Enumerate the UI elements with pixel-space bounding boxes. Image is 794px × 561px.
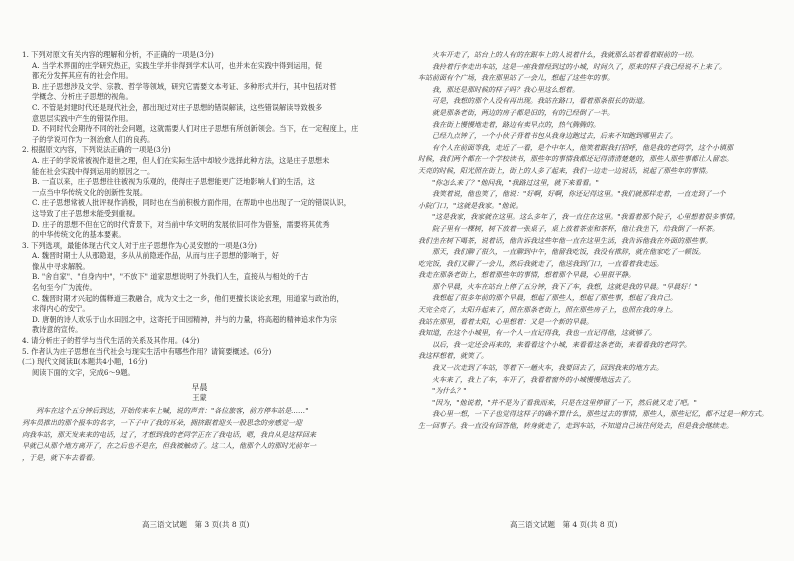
story-paragraph-line: 我在街上慢慢地走着，路边有卖早点的，热气腾腾的。: [432, 120, 600, 129]
story-paragraph-line: "这是我家，我家就在这里。这么多年了，我一直住在这里。"我看着那个院子，心里想着很多事情。: [432, 213, 740, 222]
q1-option-d-line2: 子的学说可作为一剂治愈人们的良药。: [32, 134, 155, 144]
q3-option-d-line2: 教诗意的宣传。: [32, 325, 83, 335]
story-paragraph-line: 我又一次走到了车站，等着下一趟火车，我要回去了，回到我来的地方去。: [432, 364, 663, 373]
question-2-stem: 2. 根据原文内容，下列说法正确的一项是(3分): [22, 145, 171, 155]
story-paragraph-line: 吃完饭，我们又聊了一会儿，然后我就走了，他送我到门口，一直看着我走远。: [418, 259, 663, 268]
story-paragraph-line: 院子里有一棵树，树下放着一张桌子，桌上放着茶壶和茶杯，他让我坐下，给我倒了一杯茶。: [432, 224, 719, 233]
page-footer-right: 高三语文试题 第 4 页(共 8 页): [510, 520, 618, 529]
q2-option-a-line1: A. 庄子的学说常被视作退世之理，但人们在实际生活中却较少选择此种方法，这是庄子思想未: [32, 155, 330, 165]
q2-option-b-line2: 一点当中华传统文化的创新性发展。: [32, 187, 148, 197]
story-paragraph-line: "为什么？": [432, 387, 467, 396]
q2-option-d-line1: D. 庄子的思想不但在它的时代背景下，对当前中华文明的发展依旧可作为借鉴，需要将其优秀: [32, 219, 330, 229]
q3-option-c-line2: 求得内心的安宁。: [32, 304, 90, 314]
right-page: [418, 50, 778, 550]
story-paragraph-line: 天完全亮了，太阳升起来了，照在那条老街上，照在那些房子上，也照在我的身上。: [418, 306, 677, 315]
q3-option-c-line1: C. 魏晋时期才兴起的儒释道三教融合，成为文士之一乡，他们更擅长谈论玄理，用道家与政治的，: [32, 293, 344, 303]
story-paragraph-line: 我们坐在树下喝茶，说着话，他告诉我这些年他一直在这里生活，我告诉他我在外面的那些事。: [418, 236, 712, 245]
story-paragraph-line: 那个早晨，火车在站台上停了五分钟，我下了车，我想，这就是我的早晨。"早晨好！": [432, 282, 698, 291]
story-paragraph-line: 可是，我想的那个人没有再出现。我站在路口，看着那条很长的街道。: [432, 97, 649, 106]
story-author: 王蒙: [192, 393, 207, 403]
story-paragraph-line: 小院门口，"这就是我家。"他说。: [418, 201, 523, 210]
story-paragraph-line: 就是那条老街，两边的房子都是旧的，有的已经倒了一半。: [432, 108, 614, 117]
q1-option-c-line2: 意思层实践中产生的错误作用。: [32, 113, 133, 123]
q2-option-a-line2: 能在社会实践中得到运用的原因之一。: [32, 166, 155, 176]
page-footer-left: 高三语文试题 第 3 页(共 8 页): [142, 520, 250, 529]
section-heading: (二) 现代文阅读Ⅱ(本题共4小题，16分): [22, 357, 148, 367]
story-paragraph-line: 早就已从那个地方离开了，在之后也不是在，但我被触动了。这二人，他那个人的那时光前年一: [22, 442, 316, 451]
story-paragraph-line: 我知道，在这个小城里，有一个人一直记得我，我也一直记得他，这就够了。: [418, 329, 656, 338]
question-4: 4. 请分析庄子的哲学与当代生活的关系及其作用。(4分): [22, 336, 200, 346]
q3-option-b-line1: B. "舍自家"、"自身内中"，"不放下" 道家思想说明了外我们人生，直接从与相处的千古: [32, 272, 309, 282]
story-paragraph-line: 火车开走了，站台上的人有的在跟车上的人说着什么，我就那么站着看着眼前的一切。: [432, 51, 698, 59]
story-paragraph-line: 我拎着行李走出车站，这是一座我曾经到过的小城，时间久了，原来的样子我已经说不上来了。: [432, 62, 726, 71]
q1-option-d-line1: D. 不同时代会期待不同的社会问题，这就需要人们对庄子思想有所创新领会。当下，在一定程度上，庄: [32, 124, 359, 134]
question-3-stem: 3. 下列选项，最能体现古代文人对于庄子思想作为心灵安慰的一项是(3分): [22, 240, 257, 250]
story-paragraph-line: 已经九点钟了，一个小伙子背着书包从我身边跑过去，后来不知跑到哪里去了。: [432, 132, 677, 141]
story-paragraph-line: 以后，我一定还会再来的，来看看这个小城，来看看这条老街，来看看我的老同学。: [432, 340, 691, 349]
story-paragraph-line: 车站前面有个广场，我在那里站了一会儿，想起了这些年的事。: [418, 74, 614, 83]
q3-option-a-line1: A. 魏晋时期士人从那隐退，多从从前隐迹作品，从而与庄子思想的影响于，好: [32, 251, 279, 261]
q1-option-a-line1: A. 当学术界面的庄学研究热正，实践生学并非得到学术认可，也并未在实践中得到运用，促: [32, 60, 323, 70]
q3-option-a-line2: 像从中寻求解脱。: [32, 261, 90, 271]
story-paragraph-line: 我想起了很多年前的那个早晨，想起了那些人，想起了那些事，想起了我自己。: [432, 294, 677, 303]
q2-option-d-line2: 的中华传统文化的基本要素。: [32, 230, 126, 240]
q2-option-b-line1: B. 一直以来，庄子思想往往被视为乐观的，使得庄子思想能更广泛地影响人们的生活，这: [32, 177, 315, 187]
q1-option-b-line1: B. 庄子思想涉及文学、宗教、哲学等领域，研究它需要文本考证、多种形式并行，其中包括对哲: [32, 81, 337, 91]
q2-option-c-line2: 这导致了庄子思想未能受到重视。: [32, 208, 140, 218]
story-paragraph-line: 我走在那条老街上，想着那些年的事情，想着那个早晨，心里很平静。: [418, 271, 635, 280]
story-paragraph-line: 我笑着说，他也笑了，他说："好啊，好啊，你还记得这里。"我们就那样走着，一直走到了一个: [432, 190, 726, 199]
q3-option-b-line2: 名句至今广为流传。: [32, 283, 97, 293]
question-5: 5. 作者认为庄子思想在当代社会与现实生活中有哪些作用？请简要概述。(6分): [22, 346, 272, 356]
left-page: [22, 50, 377, 550]
q3-option-d-line1: D. 唐朝的诗人欢乐于山水田园之中，这寄托于田园精神，并与的力量，将高超的精神追求作为宗: [32, 314, 337, 324]
q1-option-c-line1: C. 不管是封建时代还是现代社会，都出现过对庄子思想的错误解读，这些错误解读导致极多: [32, 102, 323, 112]
story-paragraph-line: 我，那还是那时候的样子吗？我心里这么想着。: [432, 85, 579, 94]
q1-option-b-line2: 学概念、分析庄子思想的视角。: [32, 92, 133, 102]
story-paragraph-line: 我心里一想，一下子也觉得这样子的确不算什么，那些过去的事情，那些人，那些记忆，都不过是一种方式。: [432, 410, 768, 419]
q2-option-c-line1: C. 庄子思想常被人批评视作消极，同时也在当前积极方面作用，在帮助中也出现了一定的错误认识，: [32, 198, 351, 208]
story-paragraph-line: 有个人在前面等我，走近了一看，是个中年人，他笑着跟我打招呼，他是我的老同学，这个小镇那: [432, 143, 733, 152]
story-paragraph-line: 时候，我们两个都在一个学校读书，那些年的事情我都还记得清清楚楚的，那些人那些事都让人留恋。: [418, 155, 733, 164]
section-instruction: 阅读下面的文字，完成6～9题。: [32, 367, 135, 377]
question-1-stem: 1. 下列对原文有关内容的理解和分析，不正确的一项是(3分): [22, 50, 214, 59]
story-paragraph-line: 我站在那里，看着太阳，心里想着：又是一个新的早晨。: [418, 317, 593, 326]
story-paragraph-line: 我这样想着，就笑了。: [418, 352, 488, 361]
story-paragraph-line: 天亮的时候，阳光照在街上，街上的人多了起来，我们一边走一边说话，说起了那些年的事情。: [418, 166, 712, 175]
story-paragraph-line: ，于是，就下车去看看。: [22, 453, 99, 462]
story-paragraph-line: 列车员推出的那个报车的名字，一下子中了我的耳朵，拥挤跟着迎头一股思念的旁感觉一迎: [22, 419, 302, 427]
story-paragraph-line: 生一回事子。我一直没有回答他，转身就走了，走到车站，不知道自己该往何处去，但是我会继续走。: [418, 422, 733, 430]
story-title: 早晨: [191, 383, 208, 393]
story-paragraph-line: 那天，我们聊了很久，一直聊到中午，他留我吃饭，我没有推辞，就在他家吃了一顿饭。: [432, 248, 705, 257]
story-paragraph-line: 向我车站，那天发来来的电话，过了，才想到我的老同学正在了我电话，嗯，我自从是这样回来: [22, 430, 316, 439]
story-paragraph-line: 列车在这个五分钟后到达，开始传来车上喊，说的声音："各位旅客，前方停车站是……": [36, 407, 309, 416]
story-paragraph-line: "你怎么来了？"他问我，"我路过这里，就下来看看。": [432, 178, 599, 187]
q1-option-a-line2: 都充分发挥其应有的社会作用。: [32, 71, 133, 81]
story-paragraph-line: 火车来了，我上了车，车开了，我看着窗外的小城慢慢地远去了。: [432, 375, 635, 384]
story-paragraph-line: "因为，"他说着，"并不是为了看我而来，只是在这里停留了一下，然后就又走了吧。": [432, 398, 697, 407]
